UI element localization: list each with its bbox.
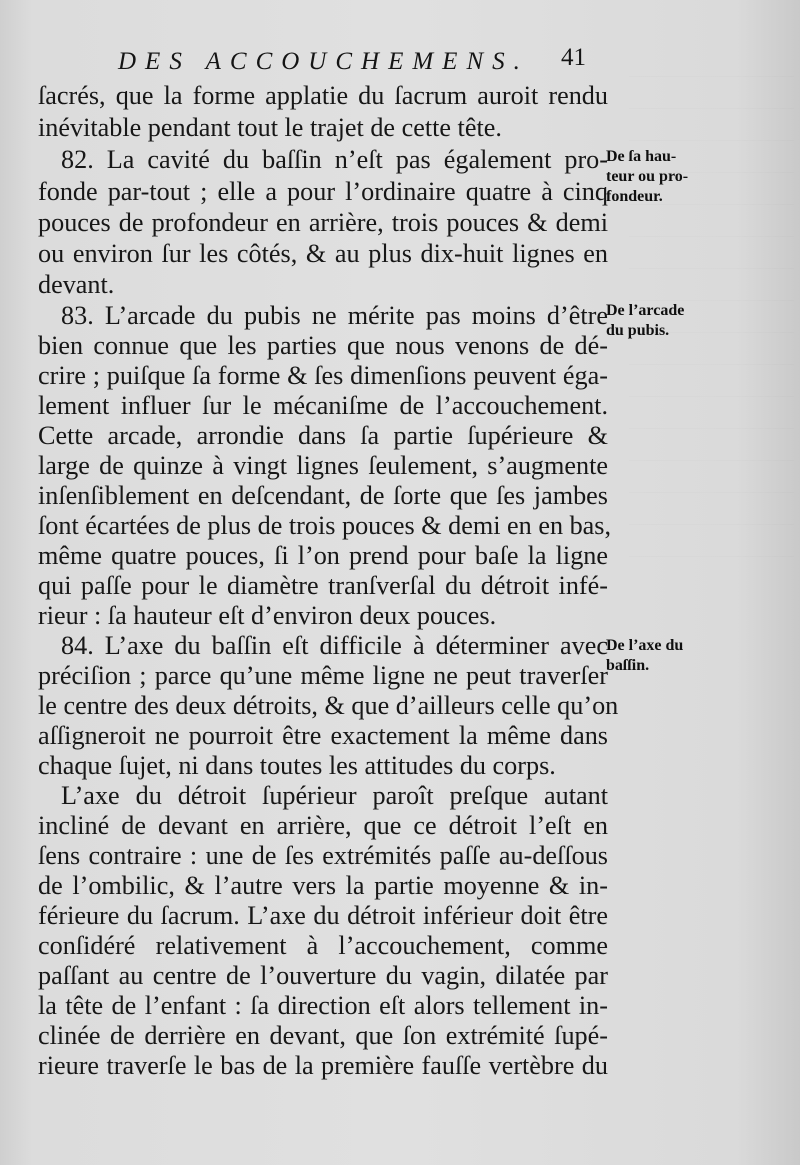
margin-note-line: De ſa hau- <box>606 148 677 165</box>
paragraph-82-first-line: 82. La cavité du baſſin n’eſt pas également pro- <box>61 145 608 174</box>
running-title: DES ACCOUCHEMENS. <box>118 48 529 75</box>
margin-note-line: De l’arcade <box>606 302 685 319</box>
text-line: la tête de l’enfant : ſa direction eſt alors tellement in- <box>38 991 608 1020</box>
text-line: inévitable pendant tout le trajet de cette tête. <box>38 113 502 142</box>
margin-note-line: du pubis. <box>606 322 670 339</box>
text-line: même quatre pouces, ſi l’on prend pour baſe la ligne <box>38 541 608 570</box>
paragraph-83-first-line: 83. L’arcade du pubis ne mérite pas moins d’être <box>61 301 608 330</box>
text-line: inſenſiblement en deſcendant, de ſorte que ſes jambes <box>38 481 608 510</box>
text-line: large de quinze à vingt lignes ſeulement, s’augmente <box>38 451 608 480</box>
margin-note-line: teur ou pro- <box>606 168 689 185</box>
text-line: chaque ſujet, ni dans toutes les attitudes du corps. <box>38 751 556 780</box>
paragraph-84-first-line: 84. L’axe du baſſin eſt difficile à déterminer avec <box>61 631 608 660</box>
text-line: ſont écartées de plus de trois pouces & demi en en bas, <box>38 511 612 540</box>
margin-note-pubic-arch <box>606 301 684 341</box>
text-line: ſens contraire : une de ſes extrémités paſſe au-deſſous <box>38 841 608 870</box>
text-line: rieur : ſa hauteur eſt d’environ deux pouces. <box>38 601 497 630</box>
text-line: devant. <box>38 270 115 299</box>
text-line: incliné de devant en arrière, que ce détroit l’eſt en <box>38 811 608 840</box>
text-line: ſacrés, que la forme applatie du ſacrum auroit rendu <box>38 81 608 110</box>
text-line: de l’ombilic, & l’autre vers la partie moyenne & in- <box>38 871 608 900</box>
text-line: préciſion ; parce qu’une même ligne ne peut traverſer <box>38 661 608 690</box>
paragraph-axis-first-line: L’axe du détroit ſupérieur paroît preſque autant <box>61 781 608 810</box>
text-line: bien connue que les parties que nous venons de dé- <box>38 331 608 360</box>
text-line: rieure traverſe le bas de la première fauſſe vertèbre du <box>38 1051 608 1080</box>
text-line: aſſigneroit ne pourroit être exactement la même dans <box>38 721 608 750</box>
margin-note-pelvic-axis <box>606 636 683 676</box>
text-line: conſidéré relativement à l’accouchement, comme <box>38 931 608 960</box>
text-line: ou environ ſur les côtés, & au plus dix-huit lignes en <box>38 239 608 268</box>
text-line: qui paſſe pour le diamètre tranſverſal du détroit infé- <box>38 571 608 600</box>
text-line: paſſant au centre de l’ouverture du vagin, dilatée par <box>38 961 608 990</box>
text-line: Cette arcade, arrondie dans ſa partie ſupérieure & <box>38 421 608 450</box>
margin-note-line: baſſin. <box>606 657 650 674</box>
text-line: lement influer ſur le mécaniſme de l’accouchement. <box>38 391 608 420</box>
margin-note-line: De l’axe du <box>606 637 684 654</box>
text-line: le centre des deux détroits, & que d’ailleurs celle qu’on <box>38 691 619 720</box>
text-line: fonde par-tout ; elle a pour l’ordinaire quatre à cinq <box>38 177 608 206</box>
margin-note-line: fondeur. <box>606 188 663 205</box>
text-line: férieure du ſacrum. L’axe du détroit inférieur doit être <box>38 901 608 930</box>
margin-note-height <box>606 147 688 207</box>
text-line: pouces de profondeur en arrière, trois pouces & demi <box>38 208 608 237</box>
text-line: clinée de derrière en devant, que ſon extrémité ſupé- <box>38 1021 608 1050</box>
page-number: 41 <box>561 44 586 71</box>
text-line: crire ; puiſque ſa forme & ſes dimenſions peuvent éga- <box>38 361 608 390</box>
